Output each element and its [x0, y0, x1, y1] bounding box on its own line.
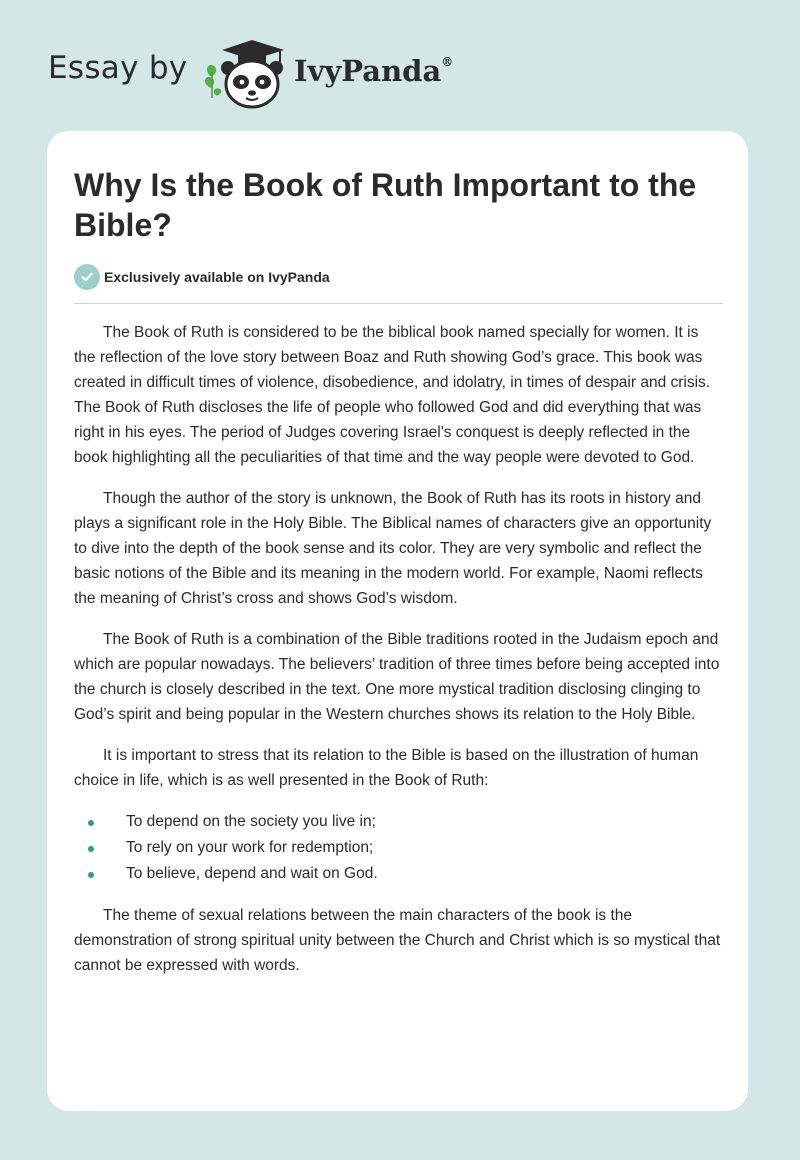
essay-by-label: Essay by — [48, 50, 188, 86]
paragraph: The Book of Ruth is considered to be the biblical book named specially for women. It is the reflection of the love story between Boaz and Ruth showing God’s grace. This book was created in difficult times of violence, disobedience, and idolatry, in times of despair and crisis. The Book of Ruth discloses the life of people who followed God and did everything that was right in his eyes. The period of Judges covering Israel's conquest is deeply reflected in the book highlighting all the peculiarities of that time and the way people were devoted to God. — [74, 324, 711, 466]
panda-logo-icon[interactable] — [200, 36, 292, 110]
article-title: Why Is the Book of Ruth Important to the Bible? — [74, 167, 697, 243]
list-item-text: To believe, depend and wait on God. — [126, 865, 378, 882]
exclusive-badge — [74, 263, 330, 291]
badge-label: Exclusively available on IvyPanda — [104, 269, 330, 285]
registered-mark: ® — [441, 55, 454, 70]
list-item-text: To rely on your work for redemption; — [126, 839, 374, 856]
bullet-dot-icon — [88, 820, 94, 826]
divider — [74, 303, 723, 304]
list-item-text: To depend on the society you live in; — [126, 813, 376, 830]
list-item — [74, 835, 724, 861]
bullet-dot-icon — [88, 872, 94, 878]
bullet-dot-icon — [88, 846, 94, 852]
paragraph: It is important to stress that its relation to the Bible is based on the illustration of human choice in life, which is as well presented in the Book of Ruth: — [74, 747, 699, 789]
list-item — [74, 809, 724, 835]
choice-list — [74, 809, 724, 887]
paragraph: Though the author of the story is unknown, the Book of Ruth has its roots in history and plays a significant role in the Holy Bible. The Biblical names of characters give an opportunity to dive into the depth of the book sense and its color. They are very symbolic and reflect the basic notions of the Bible and its meaning in the modern world. For example, Naomi reflects the meaning of Christ’s cross and shows God’s wisdom. — [74, 490, 712, 607]
brand-name[interactable] — [294, 54, 453, 88]
paragraph: The Book of Ruth is a combination of the Bible traditions rooted in the Judaism epoch and which are popular nowadays. The believers’ tradition of three times before being accepted into the church is closely described in the text. One more mystical tradition disclosing clinging to God’s spirit and being popular in the Western churches shows its relation to the Holy Bible. — [74, 631, 720, 723]
article-card — [47, 131, 748, 1111]
check-icon — [74, 264, 100, 290]
list-item — [74, 861, 724, 887]
article-body — [74, 320, 724, 994]
leaf-icon — [205, 65, 221, 98]
paragraph: The theme of sexual relations between the main characters of the book is the demonstration of strong spiritual unity between the Church and Christ which is so mystical that cannot be expressed with words. — [74, 907, 721, 974]
site-header — [0, 0, 800, 130]
brand-text: IvyPanda — [294, 54, 442, 88]
